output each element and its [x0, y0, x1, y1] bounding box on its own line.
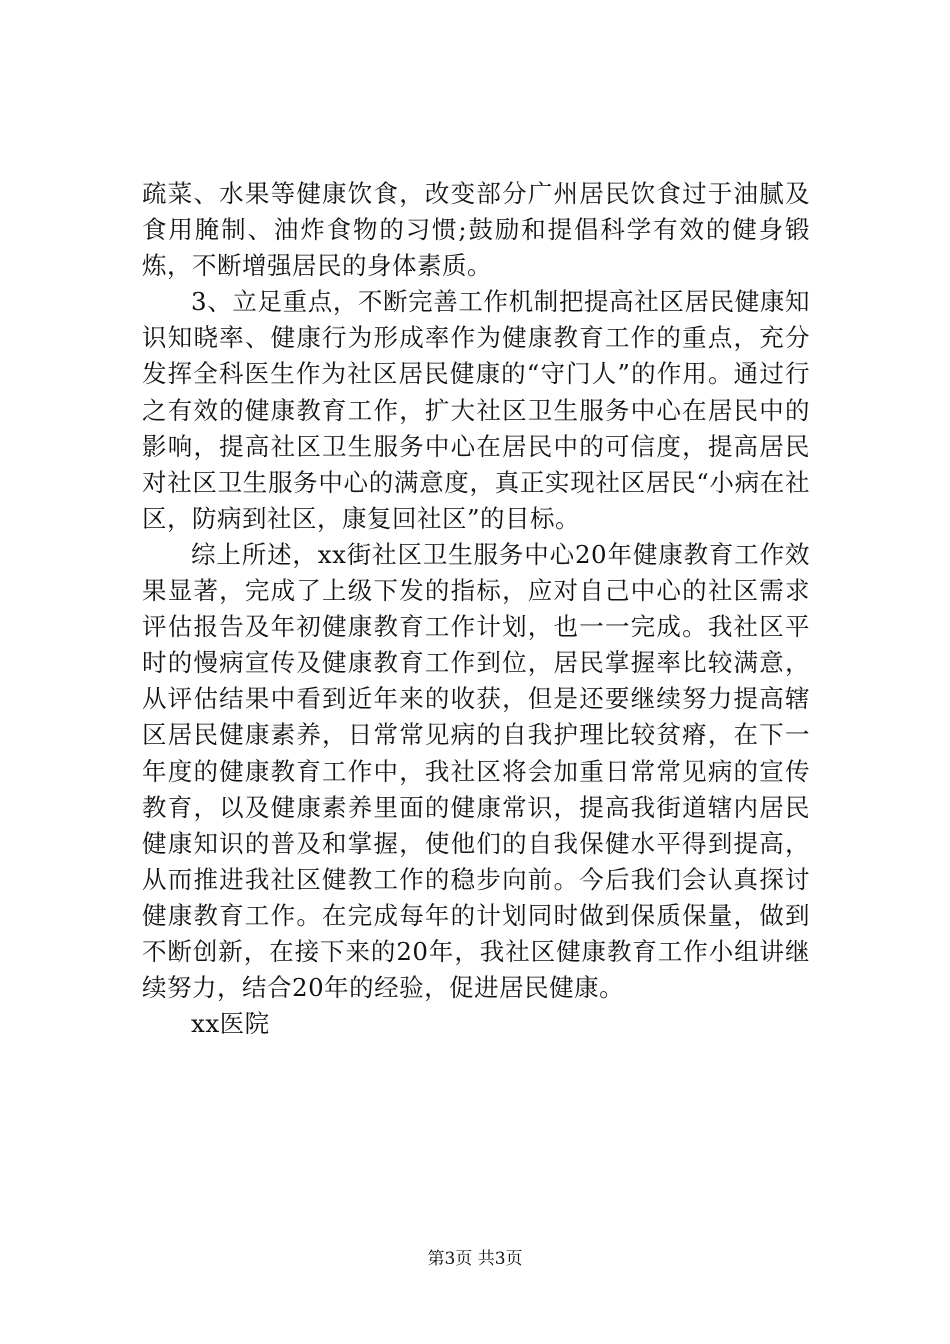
page-number-footer: 第3页 共3页	[427, 1249, 523, 1269]
paragraph-continuation: 疏菜、水果等健康饮食，改变部分广州居民饮食过于油腻及食用腌制、油炸食物的习惯;鼓励和提倡科学有效的健身锻炼，不断增强居民的身体素质。	[142, 179, 810, 281]
paragraph-summary: 综上所述，xx街社区卫生服务中心20年健康教育工作效果显著，完成了上级下发的指标，应对自己中心的社区需求评估报告及年初健康教育工作计划，也一一完成。我社区平时的慢病宣传及健康教育工作到位，居民掌握率比较满意，从评估结果中看到近年来的收获，但是还要继续努力提高辖区居民健康素养，日常常见病的自我护理比较贫瘠，在下一年度的健康教育工作中，我社区将会加重日常常见病的宣传教育，以及健康素养里面的健康常识，提高我街道辖内居民健康知识的普及和掌握，使他们的自我保健水平得到提高，从而推进我社区健教工作的稳步向前。今后我们会认真探讨健康教育工作。在完成每年的计划同时做到保质保量，做到不断创新，在接下来的20年，我社区健康教育工作小组讲继续努力，结合20年的经验，促进居民健康。	[142, 539, 810, 1003]
document-body	[142, 176, 810, 1042]
paragraph-section-3: 3、立足重点，不断完善工作机制把提高社区居民健康知识知晓率、健康行为形成率作为健康教育工作的重点，充分发挥全科医生作为社区居民健康的“守门人”的作用。通过行之有效的健康教育工作，扩大社区卫生服务中心在居民中的影响，提高社区卫生服务中心在居民中的可信度，提高居民对社区卫生服务中心的满意度，真正实现社区居民“小病在社区，防病到社区，康复回社区”的目标。	[142, 287, 810, 533]
signature-hospital: xx医院	[191, 1009, 270, 1039]
